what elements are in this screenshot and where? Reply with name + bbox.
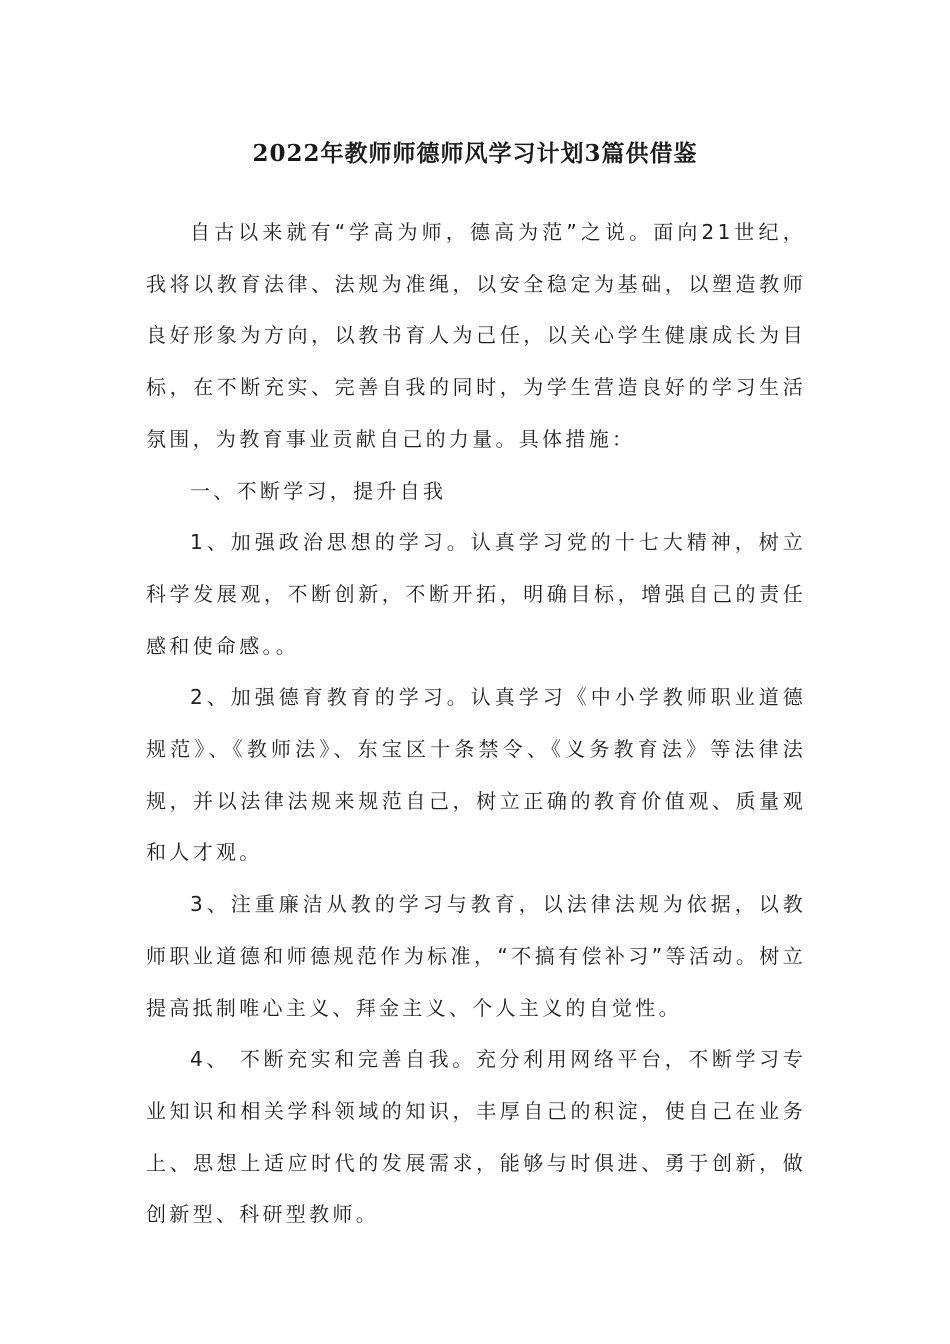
item-paragraph-4: 4、 不断充实和完善自我。充分利用网络平台，不断学习专业知识和相关学科领域的知识，丰厚自己的积淀，使自己在业务上、思想上适应时代的发展需求，能够与时俱进、勇于创新，做创新型、科研型教师。: [146, 1047, 806, 1227]
item-paragraph-3: 3、注重廉洁从教的学习与教育，以法律法规为依据，以教师职业道德和师德规范作为标准，“不搞有偿补习”等活动。树立提高抵制唯心主义、拜金主义、个人主义的自觉性。: [146, 892, 806, 1020]
document-body: [146, 207, 806, 1241]
section-heading: 一、不断学习，提升自我: [190, 478, 447, 503]
intro-paragraph: 自古以来就有“学高为师，德高为范”之说。面向21世纪，我将以教育法律、法规为准绳，以安全稳定为基础，以塑造教师良好形象为方向，以教书育人为己任，以关心学生健康成长为目标，在不断充实、完善自我的同时，为学生营造良好的学习生活氛围，为教育事业贡献自己的力量。具体措施：: [146, 220, 806, 451]
document-title: 2022年教师师德师风学习计划3篇供借鉴: [252, 140, 698, 167]
item-paragraph-1: 1、加强政治思想的学习。认真学习党的十七大精神，树立科学发展观，不断创新，不断开拓，明确目标，增强自己的责任感和使命感。。: [146, 530, 806, 658]
item-paragraph-2: 2、加强德育教育的学习。认真学习《中小学教师职业道德规范》、《教师法》、东宝区十条禁令、《义务教育法》等法律法规，并以法律法规来规范自己，树立正确的教育价值观、质量观和人才观。: [146, 685, 806, 865]
